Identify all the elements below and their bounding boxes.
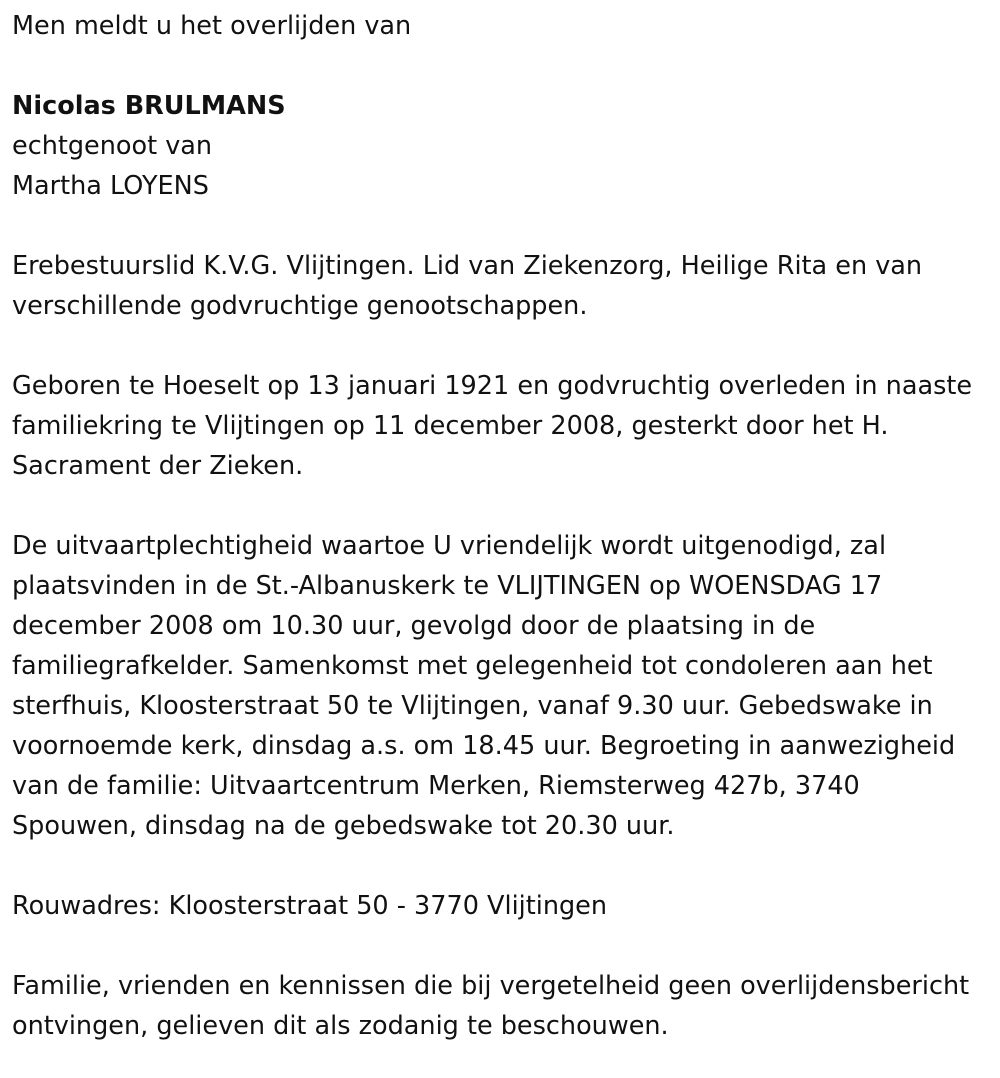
spacer <box>12 206 988 246</box>
deceased-name: Nicolas BRULMANS <box>12 91 286 121</box>
spacer <box>12 846 988 886</box>
spacer <box>12 326 988 366</box>
closing-paragraph: Familie, vrienden en kennissen die bij vergetelheid geen overlijdensbericht ontvingen, gelieven dit als zodanig te beschouwen. <box>12 971 970 1041</box>
mourning-address: Rouwadres: Kloosterstraat 50 - 3770 Vlijtingen <box>12 891 608 921</box>
spacer <box>12 46 988 86</box>
memberships-paragraph: Erebestuurslid K.V.G. Vlijtingen. Lid van Ziekenzorg, Heilige Rita en van verschillende godvruchtige genootschappen. <box>12 251 923 321</box>
spacer <box>12 486 988 526</box>
intro-text: Men meldt u het overlijden van <box>12 11 412 41</box>
spouse-name: Martha LOYENS <box>12 171 209 201</box>
spacer <box>12 926 988 966</box>
spouse-label: echtgenoot van <box>12 131 213 161</box>
funeral-paragraph: De uitvaartplechtigheid waartoe U vriendelijk wordt uitgenodigd, zal plaatsvinden in de St.-Albanuskerk te VLIJTINGEN op WOENSDAG 17 december 2008 om 10.30 uur, gevolgd door de plaatsing in de familiegrafkelder. Samenkomst met gelegenheid tot condoleren aan het sterfhuis, Kloosterstraat 50 te Vlijtingen, vanaf 9.30 uur. Gebedswake in voornoemde kerk, dinsdag a.s. om 18.45 uur. Begroeting in aanwezigheid van de familie: Uitvaartcentrum Merken, Riemsterweg 427b, 3740 Spouwen, dinsdag na de gebedswake tot 20.30 uur. <box>12 531 956 841</box>
birth-death-paragraph: Geboren te Hoeselt op 13 januari 1921 en godvruchtig overleden in naaste familiekring te Vlijtingen op 11 december 2008, gesterkt door het H. Sacrament der Zieken. <box>12 371 973 481</box>
